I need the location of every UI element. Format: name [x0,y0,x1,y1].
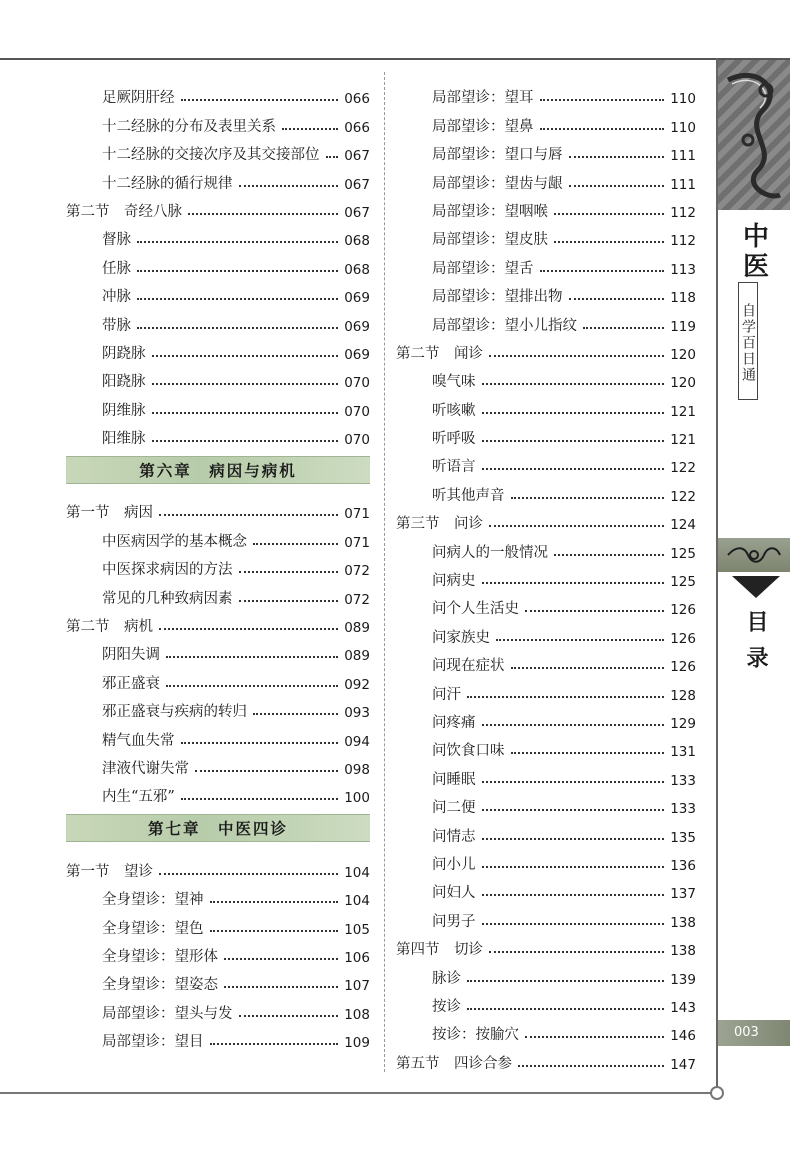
dot-leader [489,951,664,953]
toc-entry-title: 津液代谢失常 [102,760,189,777]
toc-entry[interactable] [396,107,696,135]
toc-entry-title: 全身望诊：望姿态 [102,977,218,994]
toc-entry-page: 098 [344,761,370,778]
dot-leader [482,781,665,783]
dot-leader [137,298,338,300]
toc-entry-page: 138 [670,943,696,960]
toc-entry-title: 邪正盛衰 [102,675,160,692]
toc-entry-title: 局部望诊：望舌 [432,260,534,277]
toc-entry-title: 第二节 奇经八脉 [66,203,182,220]
dot-leader [511,752,665,754]
toc-entry-title: 听咳嗽 [432,402,476,419]
dot-leader [253,713,338,715]
dot-leader [181,742,339,744]
toc-entry-title: 问疼痛 [432,714,476,731]
toc-entry-page: 069 [344,346,370,363]
toc-entry-page: 143 [670,999,696,1016]
dot-leader [554,241,664,243]
dot-leader [210,1043,339,1045]
toc-entry-page: 072 [344,591,370,608]
toc-entry-page: 070 [344,403,370,420]
toc-entry[interactable] [66,420,370,448]
toc-entry[interactable] [66,994,370,1022]
toc-entry[interactable] [66,909,370,937]
toc-section-entry[interactable] [396,931,696,959]
dot-leader [282,128,338,130]
toc-entry-title: 局部望诊：望鼻 [432,118,534,135]
toc-entry-title: 第一节 望诊 [66,863,153,880]
toc-entry-title: 听呼吸 [432,431,476,448]
dragon-ornament-icon [718,60,790,210]
toc-entry-page: 070 [344,375,370,392]
dot-leader [511,497,665,499]
dot-leader [239,1015,339,1017]
toc-entry-page: 109 [344,1035,370,1052]
dot-leader [467,1008,664,1010]
section-label: 目录 [743,610,769,682]
page-number: 003 [718,1020,790,1046]
page-frame-top [0,58,790,60]
toc-entry-title: 问汗 [432,686,461,703]
toc-entry[interactable] [66,778,370,806]
toc-entry[interactable] [396,846,696,874]
book-subtitle: 自学百日通 [738,282,758,400]
toc-entry[interactable] [396,448,696,476]
dot-leader [525,610,664,612]
toc-entry-title: 内生“五邪” [102,789,175,806]
toc-entry-title: 督脉 [102,232,131,249]
dot-leader [511,667,665,669]
dot-leader [137,270,338,272]
toc-entry-page: 071 [344,506,370,523]
dot-leader [482,894,665,896]
dot-leader [159,873,338,875]
dot-leader [482,582,665,584]
toc-entry-title: 局部望诊：望目 [102,1034,204,1051]
toc-entry-page: 126 [670,630,696,647]
down-arrow-icon [732,576,780,598]
toc-entry[interactable] [66,664,370,692]
toc-entry[interactable] [396,420,696,448]
dot-leader [569,156,665,158]
toc-entry-page: 104 [344,893,370,910]
toc-section-entry[interactable] [66,852,370,880]
toc-entry-title: 局部望诊：望小儿指纹 [432,317,577,334]
toc-entry-page: 136 [670,857,696,874]
dot-leader [569,185,665,187]
dot-leader [137,241,338,243]
toc-entry-title: 全身望诊：望形体 [102,948,218,965]
toc-entry-title: 脉诊 [432,970,461,987]
toc-entry-page: 139 [670,971,696,988]
toc-entry[interactable] [66,966,370,994]
toc-right-column [396,79,696,1073]
dot-leader [239,185,339,187]
chapter-heading: 第七章 中医四诊 [66,814,370,842]
toc-entry-title: 常见的几种致病因素 [102,590,233,607]
toc-entry[interactable] [66,579,370,607]
toc-entry[interactable] [396,675,696,703]
toc-entry-title: 局部望诊：望皮肤 [432,232,548,249]
toc-entry[interactable] [396,363,696,391]
dot-leader [152,383,339,385]
dot-leader [554,554,664,556]
toc-entry-title: 第二节 闻诊 [396,345,483,362]
toc-entry-page: 105 [344,921,370,938]
dot-leader [239,571,339,573]
toc-left-column [66,79,370,1051]
dot-leader [159,628,338,630]
toc-entry-page: 124 [670,517,696,534]
toc-entry[interactable] [396,391,696,419]
toc-entry-title: 中医病因学的基本概念 [102,533,247,550]
toc-entry-page: 089 [344,648,370,665]
toc-entry[interactable] [66,335,370,363]
toc-entry-title: 阴跷脉 [102,345,146,362]
dot-leader [253,543,338,545]
toc-entry-page: 070 [344,432,370,449]
toc-entry-title: 问家族史 [432,629,490,646]
toc-entry-page: 120 [670,375,696,392]
toc-entry-page: 113 [670,261,696,278]
toc-entry-title: 第三节 问诊 [396,516,483,533]
toc-entry-page: 122 [670,488,696,505]
dot-leader [482,809,665,811]
dot-leader [152,355,339,357]
toc-entry-title: 问妇人 [432,885,476,902]
toc-entry[interactable] [396,732,696,760]
toc-entry-title: 局部望诊：望咽喉 [432,203,548,220]
dot-leader [518,1065,664,1067]
toc-entry[interactable] [396,817,696,845]
dot-leader [482,412,665,414]
toc-entry[interactable] [396,278,696,306]
toc-entry-title: 局部望诊：望耳 [432,90,534,107]
dot-leader [152,440,339,442]
dot-leader [181,99,339,101]
chapter-heading: 第六章 病因与病机 [66,456,370,484]
toc-entry-title: 第五节 四诊合参 [396,1055,512,1072]
dot-leader [159,514,338,516]
toc-entry-title: 按诊：按腧穴 [432,1027,519,1044]
toc-entry-page: 126 [670,602,696,619]
toc-entry[interactable] [396,136,696,164]
toc-section-entry[interactable] [66,193,370,221]
toc-entry-page: 111 [670,148,696,165]
toc-entry[interactable] [396,590,696,618]
dot-leader [188,213,338,215]
toc-entry[interactable] [66,278,370,306]
toc-entry-page: 067 [344,176,370,193]
toc-section-entry[interactable] [66,608,370,636]
toc-entry-title: 问病史 [432,573,476,590]
column-divider [384,72,385,1072]
toc-entry-title: 问饮食口味 [432,743,505,760]
toc-entry-page: 125 [670,574,696,591]
toc-entry-title: 问小儿 [432,856,476,873]
toc-entry[interactable] [66,79,370,107]
toc-entry-page: 100 [344,790,370,807]
toc-entry[interactable] [396,193,696,221]
dot-leader [224,958,338,960]
dot-leader [540,270,665,272]
dot-leader [482,923,665,925]
toc-entry-title: 听语言 [432,459,476,476]
toc-entry-title: 阳跷脉 [102,374,146,391]
toc-entry-title: 第一节 病因 [66,505,153,522]
toc-entry-page: 093 [344,705,370,722]
toc-entry[interactable] [66,522,370,550]
sidebar [718,60,790,1155]
toc-entry-title: 带脉 [102,317,131,334]
toc-entry-title: 精气血失常 [102,732,175,749]
toc-entry[interactable] [396,79,696,107]
toc-entry-title: 问男子 [432,913,476,930]
toc-entry-page: 094 [344,733,370,750]
toc-entry-page: 121 [670,432,696,449]
toc-entry[interactable] [396,562,696,590]
dot-leader [166,656,338,658]
toc-entry-page: 129 [670,715,696,732]
toc-entry[interactable] [396,533,696,561]
toc-entry[interactable] [396,704,696,732]
toc-entry-title: 问个人生活史 [432,601,519,618]
toc-entry-page: 119 [670,318,696,335]
toc-entry-page: 138 [670,914,696,931]
toc-entry-page: 110 [670,119,696,136]
toc-entry-title: 问现在症状 [432,658,505,675]
page-frame-bottom [0,1092,718,1094]
toc-entry[interactable] [396,874,696,902]
dot-leader [525,1036,664,1038]
toc-entry-title: 全身望诊：望色 [102,920,204,937]
dot-leader [540,128,665,130]
toc-entry[interactable] [66,551,370,579]
toc-entry-page: 066 [344,119,370,136]
toc-entry-title: 问病人的一般情况 [432,544,548,561]
toc-section-entry[interactable] [396,1044,696,1072]
toc-entry-page: 092 [344,676,370,693]
toc-entry-page: 108 [344,1006,370,1023]
dot-leader [489,355,664,357]
dot-leader [181,798,338,800]
toc-entry-page: 069 [344,318,370,335]
toc-entry[interactable] [66,881,370,909]
toc-entry-title: 十二经脉的交接次序及其交接部位 [102,147,320,164]
toc-entry-title: 十二经脉的分布及表里关系 [102,118,276,135]
toc-entry-title: 听其他声音 [432,487,505,504]
toc-entry[interactable] [396,221,696,249]
toc-entry-page: 122 [670,460,696,477]
toc-entry[interactable] [66,1023,370,1051]
toc-entry-title: 问睡眠 [432,771,476,788]
dot-leader [224,986,338,988]
toc-entry-title: 冲脉 [102,289,131,306]
toc-entry-title: 第二节 病机 [66,619,153,636]
dot-leader [239,600,339,602]
toc-entry-page: 089 [344,620,370,637]
toc-entry-page: 068 [344,233,370,250]
toc-entry[interactable] [66,938,370,966]
toc-entry-page: 110 [670,91,696,108]
toc-entry-page: 068 [344,261,370,278]
toc-entry-title: 全身望诊：望神 [102,892,204,909]
toc-entry-title: 局部望诊：望头与发 [102,1005,233,1022]
toc-entry-page: 067 [344,204,370,221]
dot-leader [482,383,665,385]
toc-entry[interactable] [66,306,370,334]
toc-entry-title: 问二便 [432,800,476,817]
dot-leader [540,99,665,101]
toc-entry-title: 局部望诊：望口与唇 [432,147,563,164]
dot-leader [467,980,664,982]
toc-entry-title: 邪正盛衰与疾病的转归 [102,704,247,721]
toc-entry-page: 128 [670,687,696,704]
scroll-ornament-icon [718,538,790,572]
toc-entry-page: 071 [344,534,370,551]
toc-entry-page: 146 [670,1028,696,1045]
toc-entry-page: 112 [670,204,696,221]
toc-entry-title: 阴阳失调 [102,647,160,664]
toc-entry[interactable] [396,988,696,1016]
toc-entry[interactable] [396,647,696,675]
dot-leader [326,156,339,158]
dot-leader [569,298,665,300]
toc-entry-page: 106 [344,949,370,966]
dot-leader [496,639,664,641]
toc-entry[interactable] [66,107,370,135]
toc-entry-title: 问情志 [432,828,476,845]
toc-entry-page: 126 [670,659,696,676]
toc-entry-title: 第四节 切诊 [396,942,483,959]
toc-entry[interactable] [396,618,696,646]
toc-entry[interactable] [66,221,370,249]
toc-entry-page: 133 [670,772,696,789]
toc-entry-page: 133 [670,801,696,818]
toc-entry-title: 阳维脉 [102,431,146,448]
toc-entry-page: 120 [670,346,696,363]
dot-leader [489,525,664,527]
toc-entry-page: 121 [670,403,696,420]
toc-entry[interactable] [396,1016,696,1044]
dot-leader [482,468,665,470]
toc-entry[interactable] [66,136,370,164]
toc-entry[interactable] [66,636,370,664]
toc-entry[interactable] [66,363,370,391]
toc-entry-page: 112 [670,233,696,250]
toc-entry-title: 任脉 [102,260,131,277]
dot-leader [195,770,338,772]
toc-entry-page: 131 [670,744,696,761]
toc-entry-title: 中医探求病因的方法 [102,562,233,579]
toc-entry-page: 135 [670,829,696,846]
toc-entry-title: 阴维脉 [102,402,146,419]
toc-entry-page: 118 [670,290,696,307]
toc-entry[interactable] [396,789,696,817]
dot-leader [482,724,665,726]
toc-section-entry[interactable] [66,494,370,522]
dot-leader [467,696,664,698]
toc-entry[interactable] [396,760,696,788]
toc-entry-page: 072 [344,563,370,580]
toc-entry-title: 十二经脉的循行规律 [102,175,233,192]
dot-leader [166,685,338,687]
toc-entry-title: 局部望诊：望齿与龈 [432,175,563,192]
dot-leader [210,901,339,903]
dot-leader [482,866,665,868]
toc-section-entry[interactable] [396,505,696,533]
dot-leader [137,327,338,329]
toc-entry-page: 125 [670,545,696,562]
toc-entry-title: 按诊 [432,998,461,1015]
toc-entry-page: 069 [344,290,370,307]
toc-entry[interactable] [396,306,696,334]
toc-entry[interactable] [396,476,696,504]
toc-entry-title: 足厥阴肝经 [102,90,175,107]
dot-leader [152,412,339,414]
toc-entry-page: 066 [344,91,370,108]
toc-entry[interactable] [66,164,370,192]
toc-section-entry[interactable] [396,335,696,363]
toc-entry[interactable] [396,164,696,192]
toc-entry[interactable] [396,902,696,930]
toc-entry-title: 局部望诊：望排出物 [432,289,563,306]
toc-entry[interactable] [396,959,696,987]
toc-entry[interactable] [66,249,370,277]
dot-leader [210,930,339,932]
toc-entry-page: 107 [344,978,370,995]
dot-leader [482,838,665,840]
toc-entry-page: 104 [344,864,370,881]
book-title: 中医 [742,222,769,282]
toc-entry-page: 137 [670,886,696,903]
dot-leader [482,440,665,442]
dot-leader [554,213,664,215]
toc-entry-title: 嗅气味 [432,374,476,391]
toc-entry-page: 147 [670,1056,696,1073]
toc-entry[interactable] [66,391,370,419]
dot-leader [583,327,664,329]
toc-entry[interactable] [66,721,370,749]
toc-entry-page: 067 [344,148,370,165]
toc-entry[interactable] [66,693,370,721]
toc-entry[interactable] [66,750,370,778]
toc-entry[interactable] [396,249,696,277]
toc-entry-page: 111 [670,176,696,193]
